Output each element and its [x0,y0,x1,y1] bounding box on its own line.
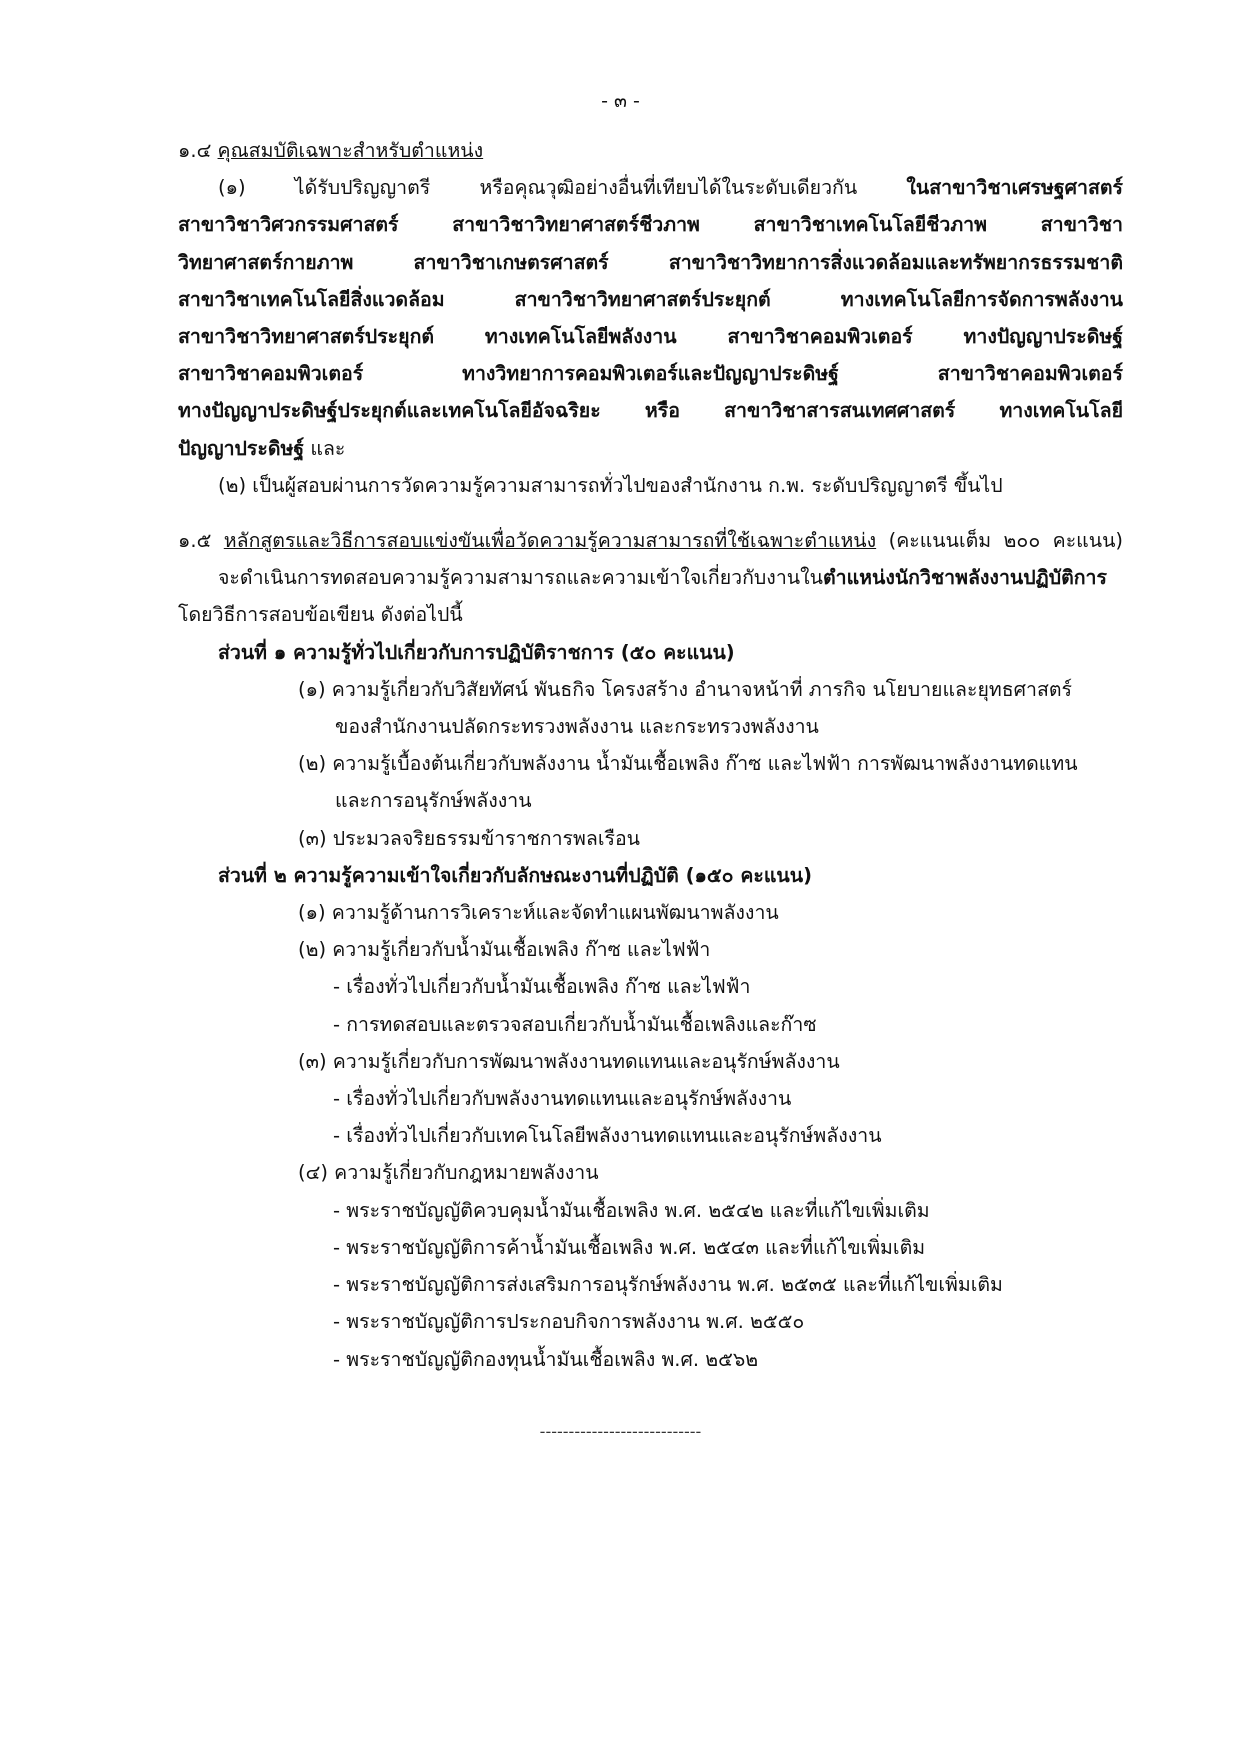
part-2-item-2: (๒) ความรู้เกี่ยวกับน้ำมันเชื้อเพลิง ก๊าซ และไฟฟ้า [298,938,711,962]
part-1-item-2-line-2: และการอนุรักษ์พลังงาน [335,789,532,813]
qualification-item-1-line-2: สาขาวิชาวิศวกรรมศาสตร์ สาขาวิชาวิทยาศาสตร์ชีวภาพ สาขาวิชาเทคโนโลยีชีวภาพ สาขาวิชา [178,213,1123,237]
exam-intro-text: จะดำเนินการทดสอบความรู้ความสามารถและความเข้าใจเกี่ยวกับงานใน [218,566,823,590]
part-2-item-4-sub-3: - พระราชบัญญัติการส่งเสริมการอนุรักษ์พลังงาน พ.ศ. ๒๕๓๕ และที่แก้ไขเพิ่มเติม [333,1273,1003,1297]
part-2-item-4-sub-4: - พระราชบัญญัติการประกอบกิจการพลังงาน พ.ศ. ๒๕๕๐ [333,1310,805,1334]
part-2-item-4-sub-5: - พระราชบัญญัติกองทุนน้ำมันเชื้อเพลิง พ.ศ. ๒๕๖๒ [333,1347,759,1371]
exam-intro-line-2: โดยวิธีการสอบข้อเขียน ดังต่อไปนี้ [178,603,463,627]
section-1-5-score-note: (คะแนนเต็ม ๒๐๐ คะแนน) [888,529,1124,553]
qualification-item-2: (๒) เป็นผู้สอบผ่านการวัดความรู้ความสามารถทั่วไปของสำนักงาน ก.พ. ระดับปริญญาตรี ขึ้นไป [218,473,1003,497]
position-name: ตำแหน่งนักวิชาพลังงานปฏิบัติการ [822,566,1107,590]
part-1-item-1-line-1: (๑) ความรู้เกี่ยวกับวิสัยทัศน์ พันธกิจ โครงสร้าง อำนาจหน้าที่ ภารกิจ นโยบายและยุทธศาสตร์ [298,677,1072,701]
exam-intro-line-1 [178,559,1123,596]
part-1-item-3: (๓) ประมวลจริยธรรมข้าราชการพลเรือน [298,826,641,850]
section-1-4-title: คุณสมบัติเฉพาะสำหรับตำแหน่ง [217,139,484,162]
part-2-item-3: (๓) ความรู้เกี่ยวกับการพัฒนาพลังงานทดแทนและอนุรักษ์พลังงาน [298,1049,840,1073]
section-1-4-number: ๑.๔ [178,139,212,162]
part-2-item-2-sub-1: - เรื่องทั่วไปเกี่ยวกับน้ำมันเชื้อเพลิง ก๊าซ และไฟฟ้า [333,975,751,999]
part-2-item-3-sub-2: - เรื่องทั่วไปเกี่ยวกับเทคโนโลยีพลังงานทดแทนและอนุรักษ์พลังงาน [333,1124,882,1148]
section-1-5-title: หลักสูตรและวิธีการสอบแข่งขันเพื่อวัดความรู้ความสามารถที่ใช้เฉพาะตำแหน่ง [223,529,877,553]
end-of-document-rule: ---------------------------- [539,1422,702,1441]
section-1-5-number: ๑.๕ [178,529,212,553]
qualification-item-1-line-3: วิทยาศาสตร์กายภาพ สาขาวิชาเกษตรศาสตร์ สาขาวิชาวิทยาการสิ่งแวดล้อมและทรัพยากรธรรมชาติ [178,250,1123,274]
qualification-degree-text: (๑) ได้รับปริญญาตรี หรือคุณวุฒิอย่างอื่นที่เทียบได้ในระดับเดียวกัน [218,176,858,200]
qualification-item-1-line-6: สาขาวิชาคอมพิวเตอร์ ทางวิทยาการคอมพิวเตอร์และปัญญาประดิษฐ์ สาขาวิชาคอมพิวเตอร์ [178,362,1123,386]
section-1-5-heading [178,522,1123,559]
part-2-title: ส่วนที่ ๒ ความรู้ความเข้าใจเกี่ยวกับลักษณะงานที่ปฏิบัติ (๑๕๐ คะแนน) [218,863,812,887]
part-2-item-4-sub-2: - พระราชบัญญัติการค้าน้ำมันเชื้อเพลิง พ.ศ. ๒๕๔๓ และที่แก้ไขเพิ่มเติม [333,1235,926,1259]
qualification-field-end: ปัญญาประดิษฐ์ [178,436,305,460]
qualification-item-1-line-1 [178,169,1123,206]
part-1-title: ส่วนที่ ๑ ความรู้ทั่วไปเกี่ยวกับการปฏิบัติราชการ (๕๐ คะแนน) [218,640,735,664]
part-2-item-4-sub-1: - พระราชบัญญัติควบคุมน้ำมันเชื้อเพลิง พ.ศ. ๒๕๔๒ และที่แก้ไขเพิ่มเติม [333,1198,930,1222]
document-body [178,132,1123,1378]
qualification-item-1-line-4: สาขาวิชาเทคโนโลยีสิ่งแวดล้อม สาขาวิชาวิทยาศาสตร์ประยุกต์ ทางเทคโนโลยีการจัดการพลังงาน [178,287,1123,311]
qualification-and-text: และ [304,436,346,460]
section-1-4-heading [178,132,1123,169]
part-2-item-4: (๔) ความรู้เกี่ยวกับกฎหมายพลังงาน [298,1161,599,1185]
page-number: - ๓ - [601,90,640,112]
part-2-item-1: (๑) ความรู้ด้านการวิเคราะห์และจัดทำแผนพัฒนาพลังงาน [298,901,779,925]
qualification-field-text: ในสาขาวิชาเศรษฐศาสตร์ [906,176,1124,200]
qualification-item-1-line-5: สาขาวิชาวิทยาศาสตร์ประยุกต์ ทางเทคโนโลยีพลังงาน สาขาวิชาคอมพิวเตอร์ ทางปัญญาประดิษฐ์ [178,325,1123,349]
part-1-item-2-line-1: (๒) ความรู้เบื้องต้นเกี่ยวกับพลังงาน น้ำมันเชื้อเพลิง ก๊าซ และไฟฟ้า การพัฒนาพลังงานทดแทน [298,752,1078,776]
part-2-item-2-sub-2: - การทดสอบและตรวจสอบเกี่ยวกับน้ำมันเชื้อเพลิงและก๊าซ [333,1012,817,1036]
qualification-item-1-line-8 [178,430,1123,467]
part-1-item-1-line-2: ของสำนักงานปลัดกระทรวงพลังงาน และกระทรวงพลังงาน [335,715,819,739]
qualification-item-1-line-7: ทางปัญญาประดิษฐ์ประยุกต์และเทคโนโลยีอัจฉริยะ หรือ สาขาวิชาสารสนเทศศาสตร์ ทางเทคโนโลยี [178,399,1123,423]
part-2-item-3-sub-1: - เรื่องทั่วไปเกี่ยวกับพลังงานทดแทนและอนุรักษ์พลังงาน [333,1087,792,1111]
